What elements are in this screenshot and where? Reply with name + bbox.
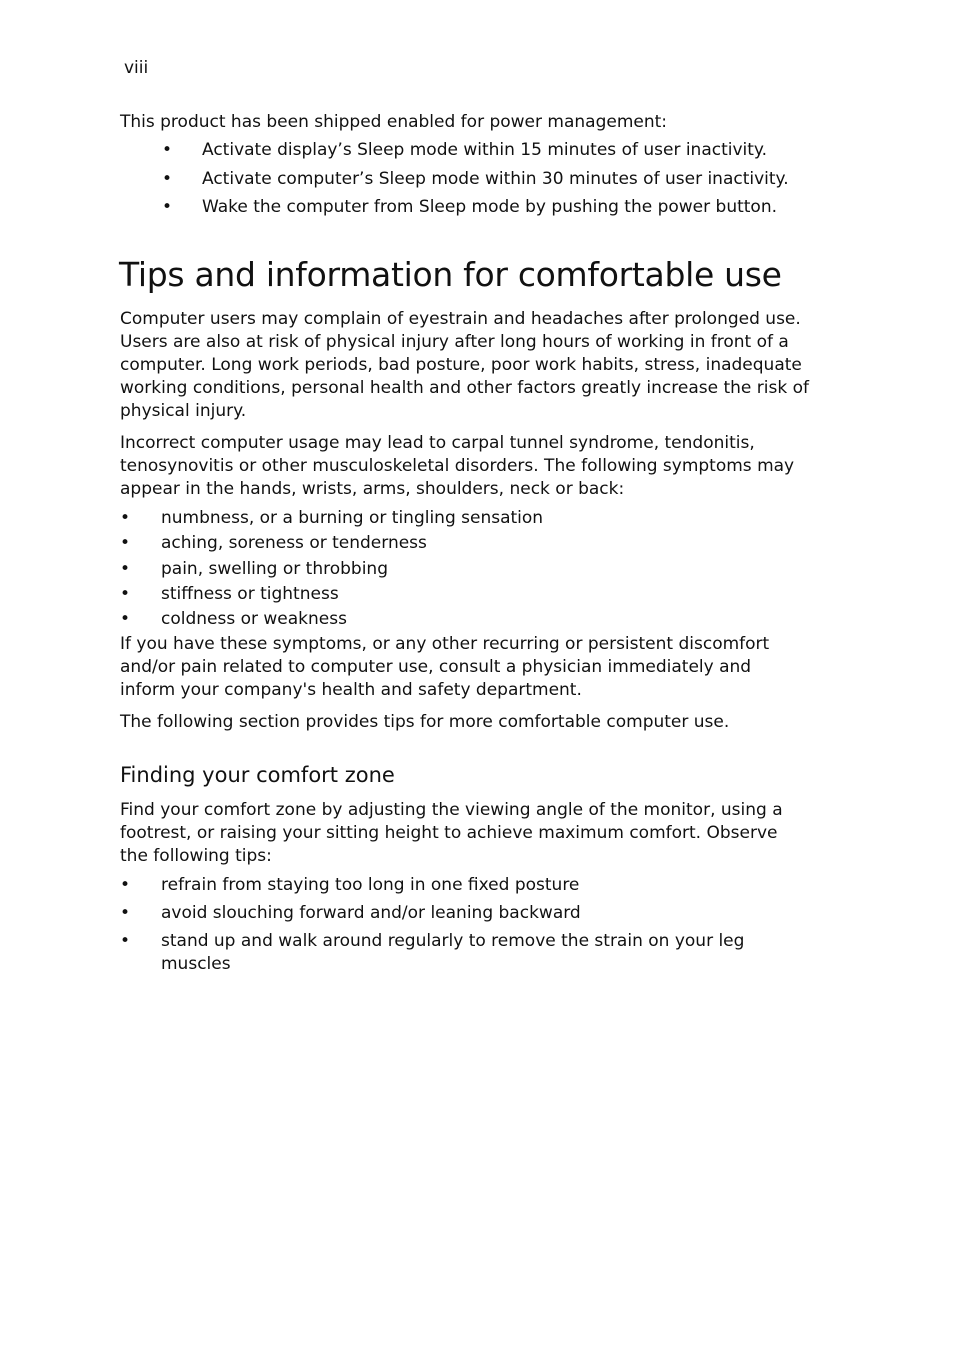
bullet-icon: •: [120, 533, 131, 554]
bullet-icon: •: [120, 875, 131, 895]
list-item: [120, 558, 810, 583]
paragraph-consult: If you have these symptoms, or any other recurring or persistent discomfort and/or pain related to computer use, consult a physician immediately and inform your company's health and safety department.: [120, 634, 770, 700]
paragraph-disorders: Incorrect computer usage may lead to carpal tunnel syndrome, tendonitis, tenosynovitis or other musculoskeletal disorders. The following symptoms may appear in the hands, wrists, arms, shoulders, neck or back:: [120, 433, 795, 499]
page-number: viii: [124, 58, 149, 78]
list-item-text: aching, soreness or tenderness: [161, 533, 427, 554]
list-item: [120, 583, 810, 608]
list-item-text: Wake the computer from Sleep mode by pushing the power button.: [202, 197, 778, 217]
bullet-icon: •: [120, 931, 131, 951]
list-item-text: stand up and walk around regularly to remove the strain on your leg muscles: [161, 931, 745, 974]
paragraph-eyestrain: Computer users may complain of eyestrain and headaches after prolonged use. Users are also at risk of physical injury after long hours of working in front of a computer. Long work periods, bad posture, poor work habits, stress, inadequate working conditions, personal health and other factors greatly increase the risk of physical injury.: [120, 309, 809, 421]
bullet-icon: •: [120, 508, 131, 528]
list-item-text: refrain from staying too long in one fixed posture: [161, 875, 580, 895]
paragraph-comfort-intro: Find your comfort zone by adjusting the viewing angle of the monitor, using a footrest, or raising your sitting height to achieve maximum comfort. Observe the following tips:: [120, 800, 783, 866]
bullet-icon: •: [120, 609, 131, 630]
subsection-title: Finding your comfort zone: [120, 763, 395, 787]
paragraph-following: The following section provides tips for more comfortable computer use.: [120, 712, 730, 732]
power-list: [160, 139, 820, 225]
bullet-icon: •: [162, 197, 173, 217]
bullet-icon: •: [120, 583, 131, 604]
list-item: [160, 168, 820, 197]
list-item: [160, 139, 820, 168]
list-item: [120, 507, 810, 532]
list-item-text: coldness or weakness: [161, 609, 347, 630]
bullet-icon: •: [120, 903, 131, 923]
list-item: [120, 532, 810, 557]
list-item: [120, 608, 810, 633]
list-item-text: pain, swelling or throbbing: [161, 558, 388, 579]
bullet-icon: •: [162, 168, 173, 189]
list-item-text: avoid slouching forward and/or leaning backward: [161, 903, 581, 923]
bullet-icon: •: [162, 140, 173, 160]
tips-list: [120, 874, 810, 981]
bullet-icon: •: [120, 558, 131, 579]
list-item: [120, 902, 810, 925]
list-item: [120, 930, 810, 976]
power-intro: This product has been shipped enabled for power management:: [120, 112, 668, 132]
list-item-text: Activate computer’s Sleep mode within 30 minutes of user inactivity.: [202, 168, 789, 189]
section-title: Tips and information for comfortable use: [119, 255, 782, 294]
symptom-list: [120, 507, 810, 633]
list-item-text: Activate display’s Sleep mode within 15 minutes of user inactivity.: [202, 140, 767, 160]
list-item: [160, 196, 820, 225]
list-item-text: numbness, or a burning or tingling sensation: [161, 508, 544, 528]
list-item: [120, 874, 810, 897]
list-item-text: stiffness or tightness: [161, 583, 339, 604]
